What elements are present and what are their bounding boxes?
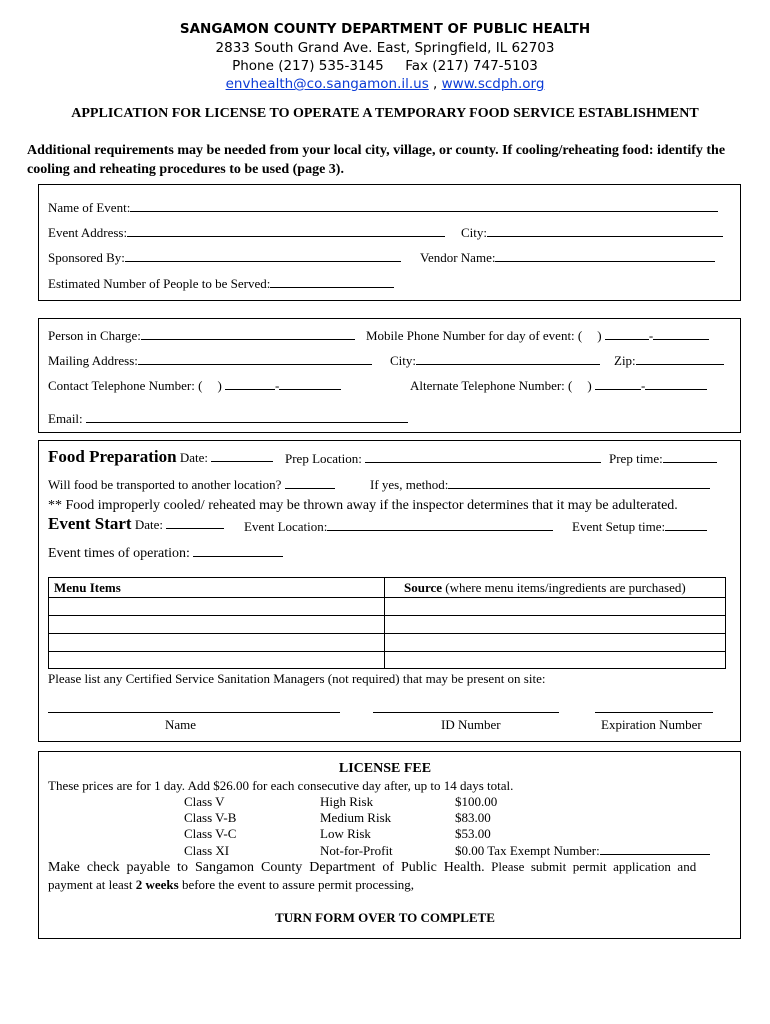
source-header (404, 580, 686, 596)
contact-phone-paren: ) (217, 378, 222, 393)
expiration-column-label: Expiration Number (601, 717, 702, 732)
table-row[interactable] (49, 615, 725, 616)
event-location-field[interactable] (244, 519, 553, 535)
turn-over-note: TURN FORM OVER TO COMPLETE (275, 910, 495, 925)
fee-risk: Not-for-Profit (320, 843, 393, 858)
alternate-prefix-line[interactable] (595, 378, 641, 390)
event-name-label: Name of Event: (48, 200, 131, 215)
source-header-note: (where menu items/ingredients are purchased) (442, 580, 686, 595)
payment-text-c: before the event to assure permit processing, (178, 877, 415, 892)
operation-times-field[interactable] (48, 545, 283, 562)
prep-location-line[interactable] (365, 451, 601, 463)
link-separator: , (428, 76, 442, 92)
setup-time-line[interactable] (665, 519, 707, 531)
zip-field[interactable] (614, 353, 724, 369)
mobile-number-line[interactable] (653, 328, 709, 340)
adulteration-warning: ** Food improperly cooled/ reheated may be thrown away if the inspector determines that it may be adulterated. (48, 498, 678, 513)
tax-exempt-line[interactable] (600, 843, 710, 855)
operation-times-line[interactable] (193, 545, 283, 557)
table-row[interactable] (49, 597, 725, 598)
prep-date-line[interactable] (211, 450, 273, 462)
payment-text-a: payment at least (48, 877, 136, 892)
fee-intro: These prices are for 1 day. Add $26.00 for each consecutive day after, up to 14 days total. (48, 778, 514, 793)
name-column-label: Name (165, 717, 197, 732)
food-prep-row (48, 447, 273, 467)
prep-location-field[interactable] (285, 451, 601, 467)
email-label: Email: (48, 411, 83, 426)
email-line[interactable] (86, 411, 408, 423)
manager-expiration-line[interactable] (595, 712, 713, 713)
fee-price: $53.00 (455, 826, 491, 841)
vendor-name-field[interactable] (420, 250, 715, 266)
vendor-name-line[interactable] (495, 250, 715, 262)
payable-line (48, 859, 696, 876)
contact-phone-field[interactable] (48, 378, 341, 394)
event-address-line[interactable] (127, 225, 445, 237)
transport-line[interactable] (285, 477, 335, 489)
submit-text: Please submit permit application and (484, 859, 697, 874)
mailing-address-label: Mailing Address: (48, 353, 138, 368)
menu-items-header: Menu Items (54, 580, 121, 595)
food-prep-heading: Food Preparation (48, 447, 177, 466)
email-field[interactable] (48, 411, 408, 427)
mobile-phone-field[interactable] (366, 328, 709, 344)
person-in-charge-label: Person in Charge: (48, 328, 141, 343)
payment-deadline: 2 weeks (135, 877, 179, 892)
mobile-phone-label: Mobile Phone Number for day of event: ( (366, 328, 583, 343)
event-city-field[interactable] (461, 225, 723, 241)
event-address-label: Event Address: (48, 225, 128, 240)
manager-id-line[interactable] (373, 712, 559, 713)
mailing-city-label: City: (390, 353, 417, 368)
payable-text: Make check payable to Sangamon County Department of Public Health. (48, 860, 485, 875)
org-phone: Phone (217) 535-3145 Fax (217) 747-5103 (232, 58, 538, 74)
org-address: 2833 South Grand Ave. East, Springfield, IL 62703 (215, 40, 555, 56)
method-label: If yes, method: (370, 477, 449, 492)
prep-time-label: Prep time: (609, 451, 663, 466)
org-name: SANGAMON COUNTY DEPARTMENT OF PUBLIC HEALTH (179, 21, 591, 37)
event-date-line[interactable] (166, 517, 224, 529)
org-links (0, 76, 770, 92)
fee-class: Class V-C (184, 826, 237, 841)
fee-class: Class XI (184, 843, 230, 858)
zip-label: Zip: (614, 353, 636, 368)
event-name-field[interactable] (48, 200, 718, 216)
event-location-line[interactable] (327, 519, 553, 531)
person-in-charge-field[interactable] (48, 328, 355, 344)
menu-column-divider (384, 578, 385, 668)
website-link[interactable]: www.scdph.org (441, 76, 545, 92)
form-title: APPLICATION FOR LICENSE TO OPERATE A TEMPORARY FOOD SERVICE ESTABLISHMENT (71, 106, 699, 121)
person-in-charge-line[interactable] (141, 328, 355, 340)
managers-prompt: Please list any Certified Service Sanitation Managers (not required) that may be present on site: (48, 671, 546, 686)
alternate-phone-dash: - (640, 378, 646, 393)
transport-label: Will food be transported to another location? (48, 477, 282, 492)
mailing-city-field[interactable] (390, 353, 600, 369)
mailing-address-line[interactable] (138, 353, 372, 365)
tax-exempt-field[interactable] (455, 843, 710, 859)
fee-risk: High Risk (320, 794, 374, 809)
sponsored-by-field[interactable] (48, 250, 401, 266)
event-address-field[interactable] (48, 225, 445, 241)
prep-location-label: Prep Location: (285, 451, 362, 466)
fee-class: Class V (184, 794, 225, 809)
contact-phone-dash: - (275, 378, 280, 393)
setup-time-label: Event Setup time: (572, 519, 666, 534)
mailing-address-field[interactable] (48, 353, 372, 369)
mobile-dash: - (648, 328, 654, 343)
manager-name-line[interactable] (48, 712, 340, 713)
alternate-number-line[interactable] (645, 378, 707, 390)
fee-risk: Low Risk (320, 826, 371, 841)
sponsored-by-line[interactable] (125, 250, 401, 262)
table-row[interactable] (49, 633, 725, 634)
contact-phone-label: Contact Telephone Number: ( (48, 378, 203, 393)
transport-field[interactable] (48, 477, 335, 493)
people-served-field[interactable] (48, 276, 394, 292)
people-served-label: Estimated Number of People to be Served: (48, 276, 271, 291)
license-fee-heading: LICENSE FEE (338, 761, 432, 776)
prep-date-label: Date: (179, 450, 209, 465)
event-start-heading: Event Start (48, 514, 132, 533)
event-city-label: City: (461, 225, 488, 240)
alternate-phone-field[interactable] (410, 378, 707, 394)
fee-price: $0.00 Tax Exempt Number: (455, 843, 600, 858)
event-city-line[interactable] (487, 225, 723, 237)
setup-time-field[interactable] (572, 519, 707, 535)
id-column-label: ID Number (441, 717, 501, 732)
contact-prefix-line[interactable] (225, 378, 275, 390)
email-link[interactable]: envhealth@co.sangamon.il.us (225, 76, 429, 92)
method-field[interactable] (370, 477, 710, 493)
mailing-city-line[interactable] (416, 353, 600, 365)
prep-time-field[interactable] (609, 451, 717, 467)
method-line[interactable] (448, 477, 710, 489)
sponsored-by-label: Sponsored By: (48, 250, 125, 265)
people-served-line[interactable] (270, 276, 394, 288)
operation-times-label: Event times of operation: (48, 546, 190, 561)
fee-price: $83.00 (455, 810, 491, 825)
requirements-note: Additional requirements may be needed from your local city, village, or county. If cooling/reheating food: identify the cooling and reheating procedures to be used (page 3). (27, 143, 726, 177)
zip-line[interactable] (636, 353, 724, 365)
event-name-line[interactable] (130, 200, 718, 212)
event-location-label: Event Location: (244, 519, 328, 534)
prep-time-line[interactable] (663, 451, 717, 463)
fee-price: $100.00 (455, 794, 498, 809)
table-row[interactable] (49, 651, 725, 652)
fee-class: Class V-B (184, 810, 237, 825)
mobile-paren: ) (597, 328, 602, 343)
fee-risk: Medium Risk (320, 810, 392, 825)
contact-number-line[interactable] (279, 378, 341, 390)
event-start-row (48, 514, 224, 534)
vendor-name-label: Vendor Name: (420, 250, 496, 265)
payment-line (48, 877, 414, 893)
alternate-phone-paren: ) (587, 378, 592, 393)
alternate-phone-label: Alternate Telephone Number: ( (410, 378, 573, 393)
mobile-prefix-line[interactable] (605, 328, 649, 340)
source-header-label: Source (404, 580, 443, 595)
event-date-label: Date: (134, 517, 163, 532)
